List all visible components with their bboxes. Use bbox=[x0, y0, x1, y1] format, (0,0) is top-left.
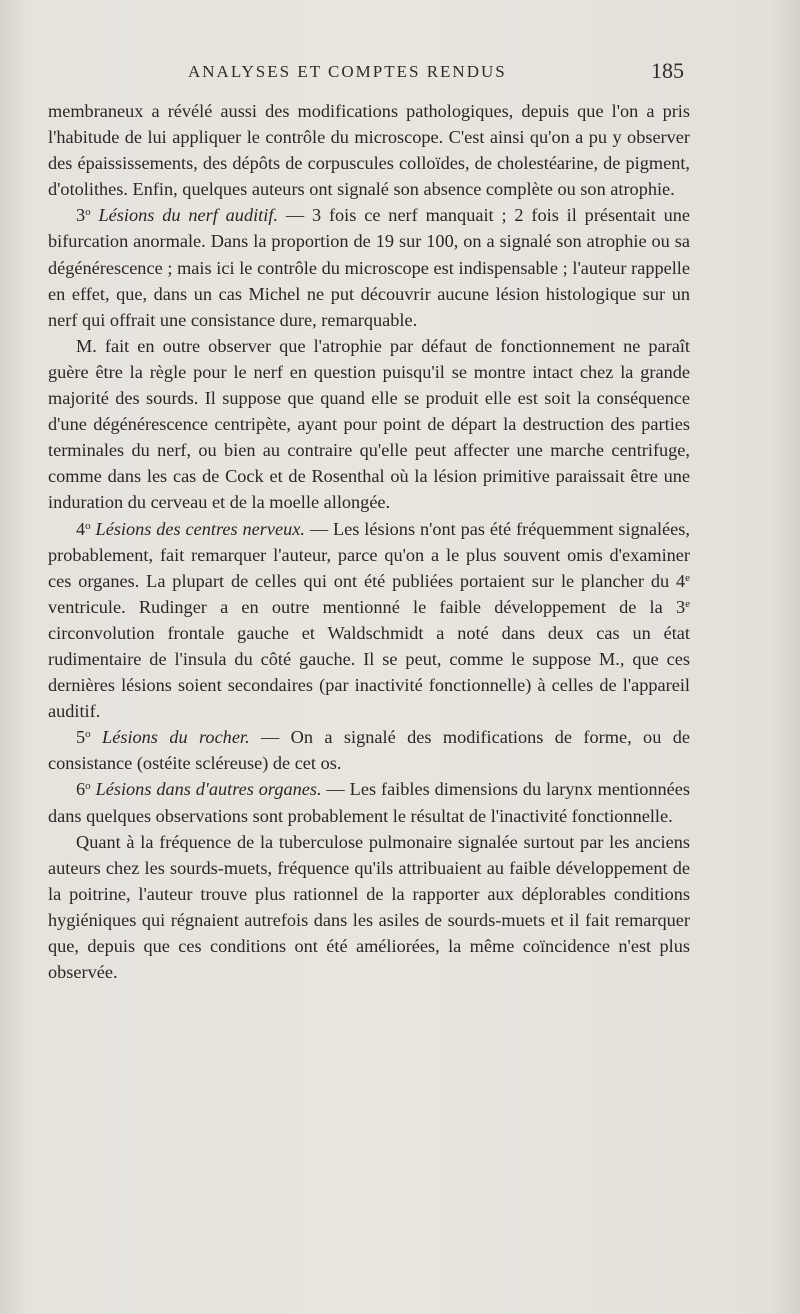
running-title: ANALYSES ET COMPTES RENDUS bbox=[188, 62, 507, 81]
paragraph-tuberculose: Quant à la fréquence de la tuberculose pulmonaire signalée surtout par les anciens auteurs chez les sourds-muets, fréquence qu'ils attribuaient au faible développement de la poitrine, l'auteur trouve plus rationnel de la rapporter aux déplorables conditions hygiéniques qui régnaient autrefois dans les asiles de sourds-muets et il fait remarquer que, depuis que ces conditions ont été améliorées, la même coïncidence n'est plus observée. bbox=[48, 831, 690, 983]
paragraph-membraneux: membraneux a révélé aussi des modifications pathologiques, depuis que l'on a pris l'habitude de lui appliquer le contrôle du microscope. C'est ainsi qu'on a pu y observer des épaississements, des dépôts de corpuscules colloïdes, de cholestéarine, de pigment, d'otolithes. Enfin, quelques auteurs ont signalé son absence complète ou son atrophie. bbox=[48, 101, 690, 200]
paragraph-centres-nerveux: 4$^o$ Lésions des centres nerveux. — Les lésions n'ont pas été fréquemment signalées, probablement, fait remarquer l'auteur, parce qu'on a le plus souvent omis d'examiner ces organes. La plupart de celles qui ont été publiées portaient sur le plancher du 4e ventricule. Rudinger a en outre mentionné le faible développement de la 3e circonvolution frontale gauche et Waldschmidt a noté dans deux cas un état rudimentaire de l'insula du côté gauche. Il se peut, comme le suppose M., que ces dernières lésions soient secondaires (par inactivité fonctionnelle) à celles de l'appareil auditif. bbox=[48, 518, 690, 722]
section-heading: Lésions des centres nerveux. bbox=[95, 518, 305, 539]
paragraph-autres-organes: 6$^o$ Lésions dans d'autres organes. — Les faibles dimensions du larynx mentionnées dans quelques observations sont probablement le résultat de l'inactivité fonctionnelle. bbox=[48, 779, 691, 826]
paragraph-atrophie: M. fait en outre observer que l'atrophie par défaut de fonctionnement ne paraît guère être la règle pour le nerf en question puisqu'il se montre intact chez la grande majorité des sourds. Il suppose que quand elle se produit elle est soit la conséquence d'une dégénérescence centripète, ayant pour point de départ la destruction des parties terminales du nerf, ou bien au contraire qu'elle peut affecter une marche centrifuge, comme dans les cas de Cock et de Rosenthal où la lésion primitive paraissait être une induration du cerveau et de la moelle allongée. bbox=[48, 335, 690, 513]
paragraph-nerf-auditif: 3$^o$ Lésions du nerf auditif. — 3 fois ce nerf manquait ; 2 fois il présentait une bifurcation anormale. Dans la proportion de 19 sur 100, on a signalé son atrophie ou sa dégénérescence ; mais ici le contrôle du microscope est indispensable ; l'auteur rappelle en effet, que, dans un cas Michel ne put découvrir aucune lésion histologique sur un nerf qui offrait une consistance dure, remarquable. bbox=[48, 205, 690, 330]
paragraph-rocher: 5$^o$ Lésions du rocher. — On a signalé des modifications de forme, ou de consistance (ostéite scléreuse) de cet os. bbox=[48, 727, 690, 774]
body-text bbox=[48, 98, 690, 985]
section-heading: Lésions du nerf auditif. bbox=[98, 205, 278, 226]
page-number: 185 bbox=[651, 58, 684, 83]
section-heading: Lésions dans d'autres organes. bbox=[95, 779, 322, 800]
page-header bbox=[48, 60, 688, 90]
section-heading: Lésions du rocher. bbox=[102, 727, 250, 748]
